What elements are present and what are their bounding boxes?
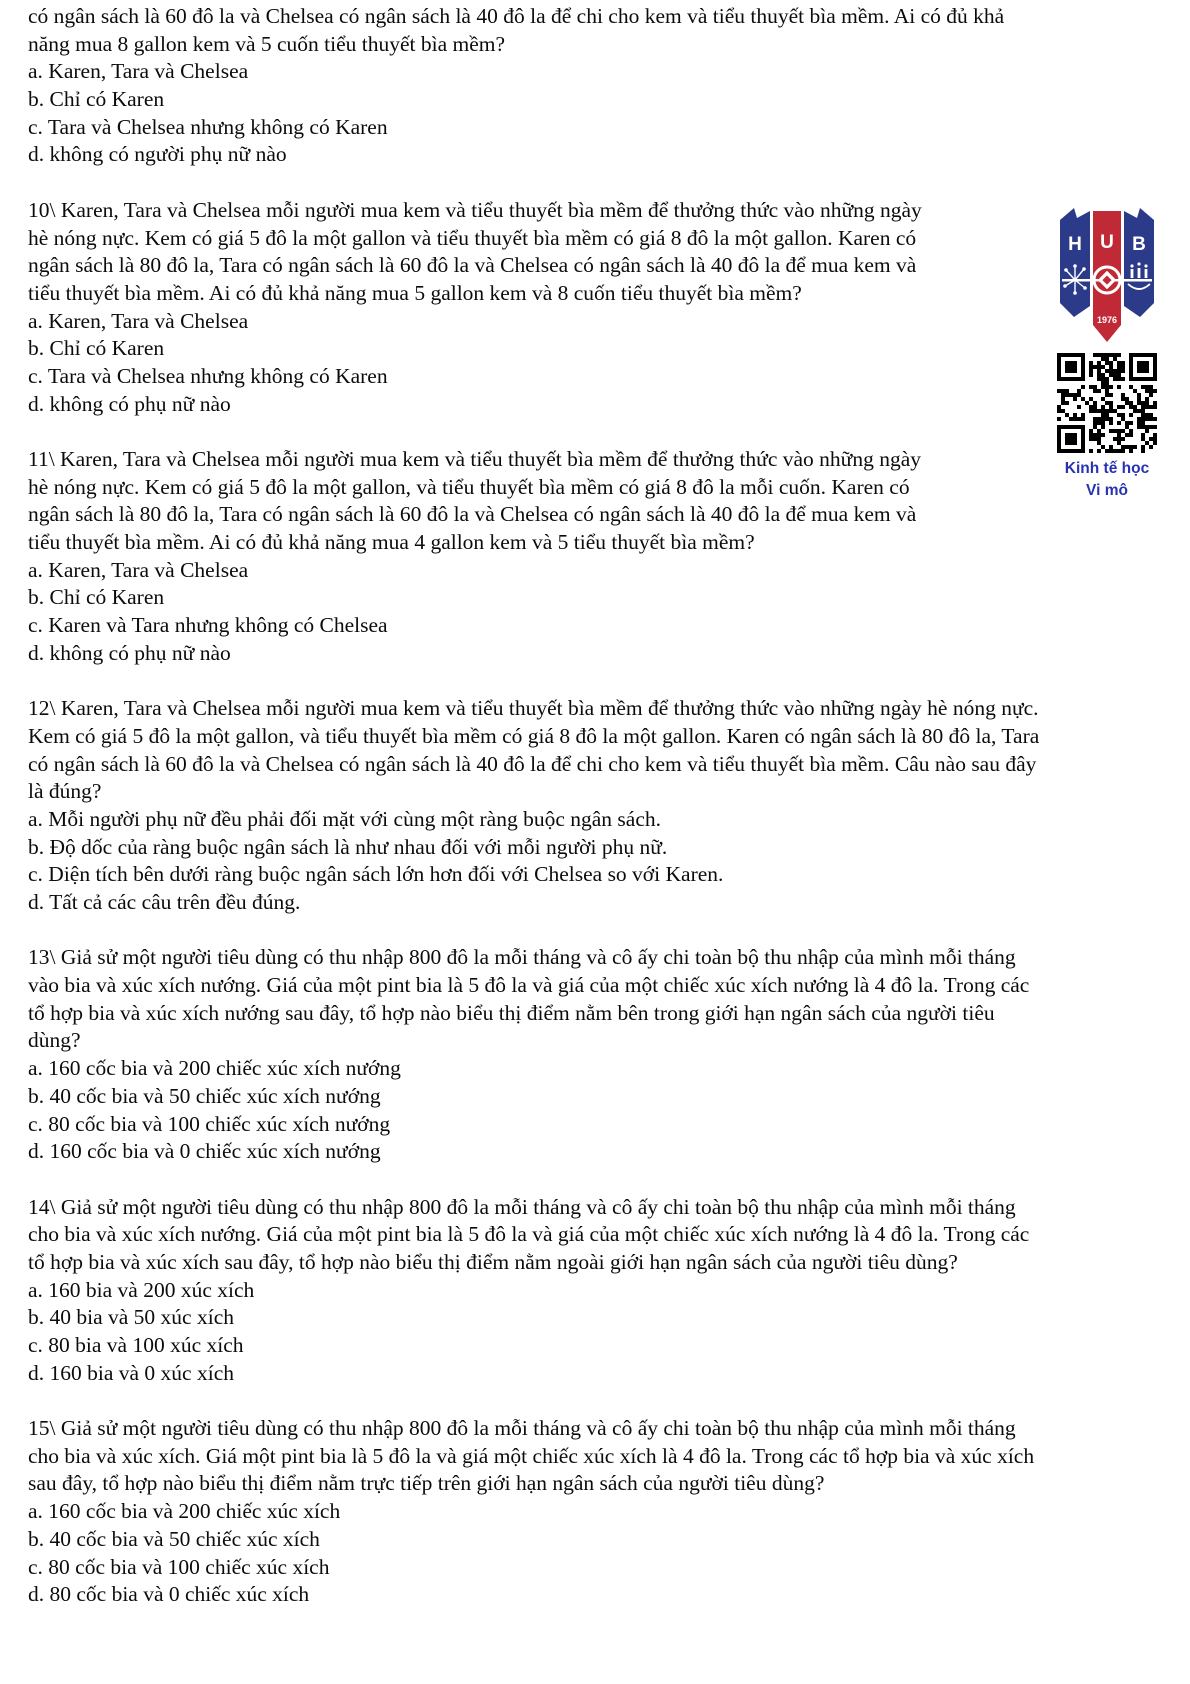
answer-option: d. Tất cả các câu trên đều đúng. xyxy=(28,890,301,914)
qr-caption-line1: Kinh tế học xyxy=(1064,460,1150,477)
answer-option: a. 160 cốc bia và 200 chiếc xúc xích nướng xyxy=(28,1056,401,1081)
question-line: tiểu thuyết bìa mềm. Ai có đủ khả năng mua 5 gallon kem và 8 cuốn tiểu thuyết bìa mềm? xyxy=(28,280,802,305)
question-line: có ngân sách là 60 đô la và Chelsea có ngân sách là 40 đô la để chi cho kem và tiểu thuyết bìa mềm. Câu nào sau đây xyxy=(28,751,1037,776)
logo-year: 1976 xyxy=(1096,315,1118,325)
answer-option: d. không có phụ nữ nào xyxy=(28,391,231,416)
answer-option: b. Chỉ có Karen xyxy=(28,87,165,112)
question-line: 12\ Karen, Tara và Chelsea mỗi người mua kem và tiểu thuyết bìa mềm để thưởng thức vào những ngày hè nóng nực. xyxy=(28,696,1039,721)
question-line: hè nóng nực. Kem có giá 5 đô la một gallon, và tiểu thuyết bìa mềm có giá 8 đô la mỗi cuốn. Karen có xyxy=(28,474,910,499)
hub-shield-icon xyxy=(1060,206,1154,346)
question-line: năng mua 8 gallon kem và 5 cuốn tiểu thuyết bìa mềm? xyxy=(28,31,506,56)
answer-option: c. Diện tích bên dưới ràng buộc ngân sách lớn hơn đối với Chelsea so với Karen. xyxy=(28,862,724,887)
question-line: 10\ Karen, Tara và Chelsea mỗi người mua kem và tiểu thuyết bìa mềm để thưởng thức vào những ngày xyxy=(28,197,922,222)
question-line: tiểu thuyết bìa mềm. Ai có đủ khả năng mua 4 gallon kem và 5 tiểu thuyết bìa mềm? xyxy=(28,530,755,555)
qr-caption-line2: Vi mô xyxy=(1086,482,1128,499)
question-line: tổ hợp bia và xúc xích sau đây, tổ hợp nào biểu thị điểm nằm ngoài giới hạn ngân sách của người tiêu dùng? xyxy=(28,1249,958,1274)
qr-code xyxy=(1057,353,1157,453)
question-line: vào bia và xúc xích nướng. Giá của một pint bia là 5 đô la và giá của một chiếc xúc xích nướng là 4 đô la. Trong các xyxy=(28,973,1030,998)
answer-option: c. Tara và Chelsea nhưng không có Karen xyxy=(28,114,388,139)
question-line: có ngân sách là 60 đô la và Chelsea có ngân sách là 40 đô la để chi cho kem và tiểu thuyết bìa mềm. Ai có đủ khả xyxy=(28,4,1005,28)
answer-option: d. không có người phụ nữ nào xyxy=(28,142,287,167)
answer-option: c. Tara và Chelsea nhưng không có Karen xyxy=(28,363,388,388)
question-13 xyxy=(28,944,1168,1166)
question-10 xyxy=(28,197,1168,419)
answer-option: d. 160 bia và 0 xúc xích xyxy=(28,1360,234,1385)
answer-option: d. 160 cốc bia và 0 chiếc xúc xích nướng xyxy=(28,1139,381,1164)
answer-option: a. Karen, Tara và Chelsea xyxy=(28,59,249,84)
question-14 xyxy=(28,1194,1168,1388)
question-line: ngân sách là 80 đô la, Tara có ngân sách là 60 đô la và Chelsea có ngân sách là 40 đô la để mua kem và xyxy=(28,253,917,278)
answer-option: c. 80 bia và 100 xúc xích xyxy=(28,1333,244,1357)
question-11 xyxy=(28,446,1168,668)
question-line: 15\ Giả sử một người tiêu dùng có thu nhập 800 đô la mỗi tháng và cô ấy chi toàn bộ thu nhập của mình mỗi tháng xyxy=(28,1416,1016,1441)
question-line: cho bia và xúc xích nướng. Giá của một pint bia là 5 đô la và giá của một chiếc xúc xích nướng là 4 đô la. Trong các xyxy=(28,1222,1030,1247)
hub-logo xyxy=(1060,206,1154,346)
question-12 xyxy=(28,695,1168,917)
answer-option: b. Chỉ có Karen xyxy=(28,336,165,361)
question-line: 13\ Giả sử một người tiêu dùng có thu nhập 800 đô la mỗi tháng và cô ấy chi toàn bộ thu nhập của mình mỗi tháng xyxy=(28,945,1016,970)
question-line: là đúng? xyxy=(28,779,102,804)
question-line: sau đây, tổ hợp nào biểu thị điểm nằm trực tiếp trên giới hạn ngân sách của người tiêu dùng? xyxy=(28,1471,825,1496)
logo-letter-u: U xyxy=(1100,232,1114,253)
answer-option: a. Karen, Tara và Chelsea xyxy=(28,308,249,333)
answer-option: a. 160 cốc bia và 200 chiếc xúc xích xyxy=(28,1499,341,1524)
answer-option: c. 80 cốc bia và 100 chiếc xúc xích nướng xyxy=(28,1111,391,1136)
answer-option: c. 80 cốc bia và 100 chiếc xúc xích xyxy=(28,1554,330,1579)
answer-option: a. Mỗi người phụ nữ đều phải đối mặt với cùng một ràng buộc ngân sách. xyxy=(28,806,662,831)
question-line: ngân sách là 80 đô la, Tara có ngân sách là 60 đô la và Chelsea có ngân sách là 40 đô la để mua kem và xyxy=(28,502,917,527)
logo-letter-b: B xyxy=(1132,234,1146,255)
logo-letter-h: H xyxy=(1068,234,1082,255)
answer-option: b. 40 cốc bia và 50 chiếc xúc xích nướng xyxy=(28,1083,381,1108)
answer-option: d. 80 cốc bia và 0 chiếc xúc xích xyxy=(28,1582,310,1607)
question-line: 14\ Giả sử một người tiêu dùng có thu nhập 800 đô la mỗi tháng và cô ấy chi toàn bộ thu nhập của mình mỗi tháng xyxy=(28,1194,1016,1219)
brand-column xyxy=(1052,206,1162,501)
answer-option: b. Chỉ có Karen xyxy=(28,585,165,610)
question-line: Kem có giá 5 đô la một gallon, và tiểu thuyết bìa mềm có giá 8 đô la một gallon. Karen có ngân sách là 80 đô la, Tara xyxy=(28,723,1040,748)
question-9-continued xyxy=(28,3,1168,169)
question-line: cho bia và xúc xích. Giá một pint bia là 5 đô la và giá một chiếc xúc xích là 4 đô la. Trong các tổ hợp bia và xúc xích xyxy=(28,1443,1035,1468)
answer-option: b. 40 bia và 50 xúc xích xyxy=(28,1305,234,1330)
answer-option: b. Độ dốc của ràng buộc ngân sách là như nhau đối với mỗi người phụ nữ. xyxy=(28,834,668,859)
question-line: dùng? xyxy=(28,1028,81,1053)
question-line: 11\ Karen, Tara và Chelsea mỗi người mua kem và tiểu thuyết bìa mềm để thưởng thức vào những ngày xyxy=(28,447,921,471)
answer-option: b. 40 cốc bia và 50 chiếc xúc xích xyxy=(28,1526,320,1551)
answer-option: c. Karen và Tara nhưng không có Chelsea xyxy=(28,613,388,638)
qr-code-icon xyxy=(1057,353,1157,453)
question-15 xyxy=(28,1415,1168,1609)
question-line: tổ hợp bia và xúc xích nướng sau đây, tổ hợp nào biểu thị điểm nằm bên trong giới hạn ngân sách của người tiêu xyxy=(28,1000,995,1025)
answer-option: a. 160 bia và 200 xúc xích xyxy=(28,1277,255,1302)
answer-option: d. không có phụ nữ nào xyxy=(28,640,231,665)
shield-left-wing xyxy=(1060,208,1090,317)
document-text-column xyxy=(28,3,1168,1637)
question-line: hè nóng nực. Kem có giá 5 đô la một gallon và tiểu thuyết bìa mềm có giá 8 đô la một gallon. Karen có xyxy=(28,225,917,250)
answer-option: a. Karen, Tara và Chelsea xyxy=(28,557,249,582)
